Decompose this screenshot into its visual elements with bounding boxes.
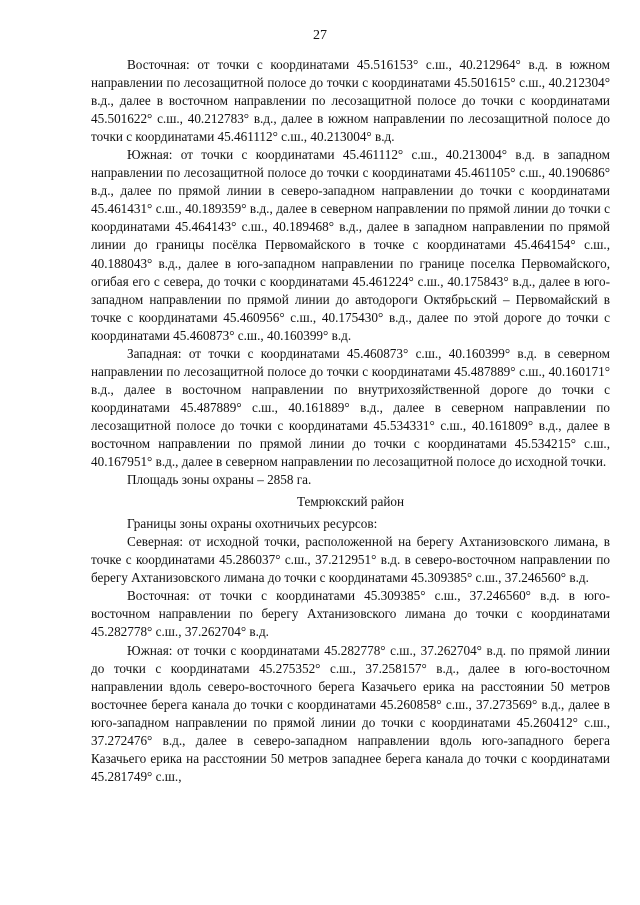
- paragraph-west-boundary: Западная: от точки с координатами 45.460873° с.ш., 40.160399° в.д. в северном направлении по лесозащитной полосе до точки с координатами 45.487889° с.ш., 40.160171° в.д., далее в восточном направлении по внутрихозяйственной дороге до точки с координатами 45.487889° с.ш., 40.161889° в.д., далее в северном направлении по лесозащитной полосе до точки с координатами 45.534331° с.ш., 40.161809° в.д., далее в восточном направлении по прямой линии до точки с координатами 45.534215° с.ш., 40.167951° в.д., далее в северном направлении по лесозащитной полосе до исходной точки.: [91, 345, 610, 470]
- district-heading: Темрюкский район: [296, 494, 405, 510]
- paragraph-south-boundary-2: Южная: от точки с координатами 45.282778° с.ш., 37.262704° в.д. по прямой линии до точки с координатами 45.275352° с.ш., 37.258157° в.д., далее в юго-восточном направлении вдоль северо-восточного берега Казачьего ерика на расстоянии 50 метров восточнее берега канала до точки с координатами 45.260858° с.ш., 37.273569° в.д., далее в юго-западном направлении по прямой линии до точки с координатами 45.260412° с.ш., 37.272476° в.д., далее в северо-западном направлении вдоль юго-западного берега Казачьего ерика на расстоянии 50 метров западнее берега канала до точки с координатами 45.281749° с.ш.,: [91, 642, 610, 784]
- paragraph-south-boundary: Южная: от точки с координатами 45.461112° с.ш., 40.213004° в.д. в западном направлении по лесозащитной полосе до точки с координатами 45.461105° с.ш., 40.190686° в.д., далее по прямой линии в северо-западном направлении до точки с координатами 45.461431° с.ш., 40.189359° в.д., далее в северном направлении по прямой линии до точки с координатами 45.464143° с.ш., 40.189468° в.д., далее в западном направлении по прямой линии до границы посёлка Первомайского в точке с координатами 45.464154° с.ш., 40.188043° в.д., далее в юго-западном направлении по границе поселка Первомайского, огибая его с севера, до точки с координатами 45.461224° с.ш., 40.175843° в.д., далее в юго-западном направлении по прямой линии до автодороги Октябрьский – Первомайский в точке с координатами 45.460956° с.ш., 40.175430° в.д., далее по этой дороге до точки с координатами 45.460873° с.ш., 40.160399° в.д.: [91, 147, 610, 343]
- paragraph-zone-boundaries-intro: Границы зоны охраны охотничьих ресурсов:: [127, 516, 378, 532]
- paragraph-east-boundary-2: Восточная: от точки с координатами 45.309385° с.ш., 37.246560° в.д. в юго-восточном направлении по берегу Ахтанизовского лимана до точки с координатами 45.282778° с.ш., 37.262704° в.д.: [91, 588, 610, 640]
- page-number: 27: [313, 28, 327, 43]
- paragraph-area: Площадь зоны охраны – 2858 га.: [127, 472, 312, 488]
- document-body: [91, 56, 610, 786]
- paragraph-east-boundary: Восточная: от точки с координатами 45.516153° с.ш., 40.212964° в.д. в южном направлении по лесозащитной полосе до точки с координатами 45.501615° с.ш., 40.212304° в.д., далее в восточном направлении по лесозащитной полосе до точки с координатами 45.501622° с.ш., 40.212783° в.д., далее в южном направлении по лесозащитной полосе до точки с координатами 45.461112° с.ш., 40.213004° в.д.: [91, 57, 610, 145]
- paragraph-north-boundary: Северная: от исходной точки, расположенной на берегу Ахтанизовского лимана, в точке с координатами 45.286037° с.ш., 37.212951° в.д. в северо-восточном направлении по берегу Ахтанизовского лимана до точки с координатами 45.309385° с.ш., 37.246560° в.д.: [91, 534, 610, 586]
